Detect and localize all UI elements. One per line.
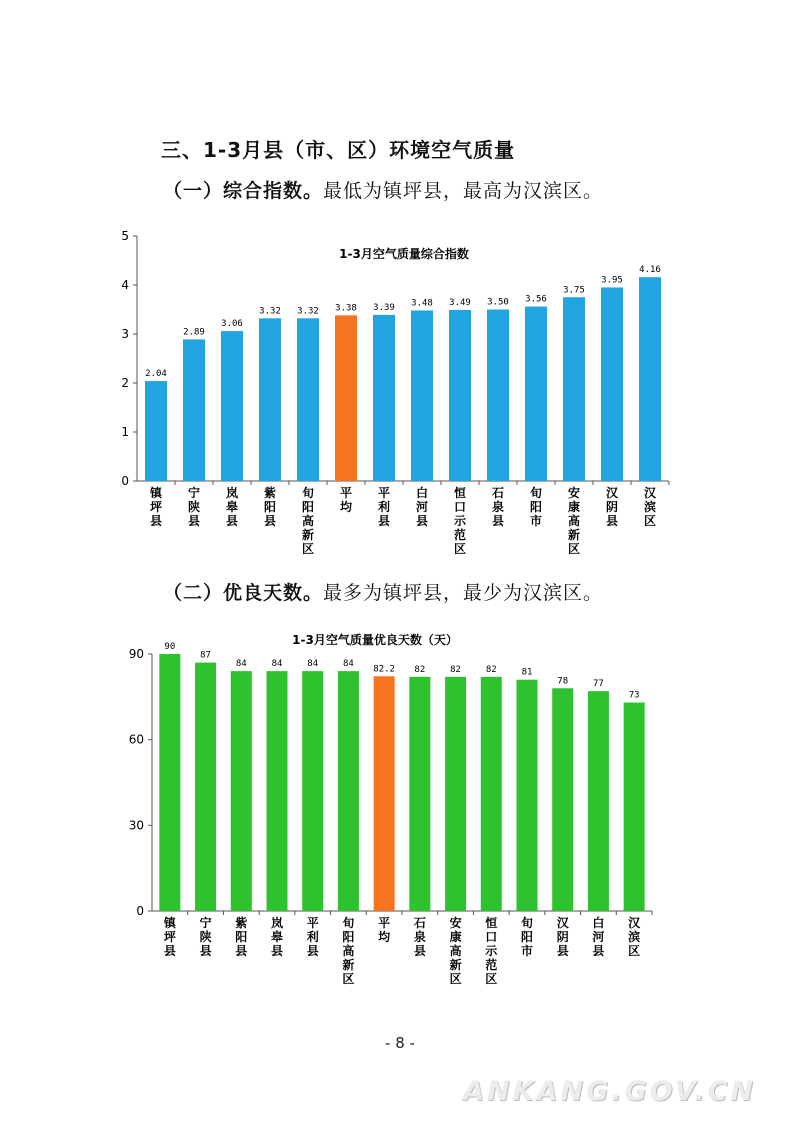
x-tick-label: 石泉县 <box>491 486 505 528</box>
x-tick-label: 岚皋县 <box>270 916 284 958</box>
bar <box>601 287 623 481</box>
bar <box>231 671 252 911</box>
data-label: 78 <box>557 676 569 687</box>
y-tick-label: 30 <box>128 818 144 833</box>
x-tick-label: 旬阳市 <box>520 916 534 958</box>
y-tick-label: 90 <box>128 647 144 661</box>
bar <box>259 318 281 481</box>
x-tick-label: 恒口示范区 <box>485 916 498 986</box>
y-tick-label: 1 <box>121 425 129 439</box>
site-watermark: ANKANG.GOV.CN <box>463 1076 756 1107</box>
x-tick-label: 旬阳高新区 <box>301 486 315 556</box>
x-tick-label: 旬阳市 <box>529 486 543 528</box>
data-label: 3.75 <box>563 285 585 296</box>
x-tick-label: 安康高新区 <box>567 486 581 556</box>
data-label: 73 <box>628 690 640 701</box>
data-label: 3.56 <box>525 294 547 305</box>
paragraph-label: （一）综合指数。 <box>163 180 324 202</box>
chart-title: 1-3月空气质量优良天数（天） <box>292 633 458 647</box>
bar <box>563 297 585 481</box>
x-tick-label: 平均 <box>339 486 353 514</box>
bar <box>445 677 466 911</box>
good-days-chart <box>0 628 800 998</box>
x-tick-label: 白河县 <box>592 916 605 958</box>
x-tick-label: 旬阳高新区 <box>342 916 355 986</box>
bar <box>588 691 609 911</box>
x-tick-label: 岚皋县 <box>225 486 239 528</box>
y-tick-label: 60 <box>128 732 144 747</box>
data-label: 82 <box>414 664 426 675</box>
data-label: 3.06 <box>221 319 243 330</box>
data-label: 4.16 <box>639 265 661 276</box>
bar <box>338 671 359 911</box>
bar <box>302 671 323 911</box>
y-tick-label: 0 <box>121 474 129 488</box>
data-label: 84 <box>343 659 354 670</box>
data-label: 82.2 <box>373 664 395 675</box>
y-tick-label: 4 <box>121 278 129 292</box>
bar <box>183 339 205 481</box>
data-label: 3.49 <box>449 297 471 308</box>
bar <box>335 315 357 481</box>
bar <box>159 654 180 911</box>
bar <box>449 310 471 481</box>
bar <box>145 381 167 481</box>
x-tick-label: 汉阴县 <box>556 916 569 958</box>
section-heading: 三、1-3月县（市、区）环境空气质量 <box>161 138 516 162</box>
bar <box>481 677 502 911</box>
data-label: 87 <box>200 650 211 661</box>
data-label: 3.50 <box>487 297 509 308</box>
data-label: 3.32 <box>297 306 319 317</box>
bar <box>267 671 288 911</box>
bar <box>639 277 661 481</box>
x-tick-label: 宁陕县 <box>187 486 201 528</box>
bar <box>517 680 538 911</box>
bar <box>221 331 243 481</box>
bar <box>525 307 547 481</box>
bar <box>624 703 645 911</box>
x-tick-label: 紫阳县 <box>235 916 248 958</box>
x-tick-label: 紫阳县 <box>263 486 277 528</box>
y-tick-label: 5 <box>121 229 129 243</box>
data-label: 90 <box>164 642 176 652</box>
bar <box>373 315 395 481</box>
bar <box>411 310 433 481</box>
y-tick-label: 2 <box>121 376 129 390</box>
data-label: 84 <box>235 659 247 670</box>
data-label: 81 <box>521 667 533 678</box>
bar <box>195 663 216 911</box>
x-tick-label: 宁陕县 <box>199 916 212 958</box>
paragraph-composite-index <box>163 176 603 203</box>
x-tick-label: 汉滨区 <box>643 486 657 528</box>
data-label: 3.39 <box>373 302 395 313</box>
data-label: 84 <box>271 659 283 670</box>
x-tick-label: 镇坪县 <box>163 916 176 958</box>
bar <box>552 688 573 911</box>
x-tick-label: 平利县 <box>306 916 319 958</box>
x-tick-label: 平均 <box>378 916 391 944</box>
data-label: 84 <box>307 659 319 670</box>
paragraph-label: （二）优良天数。 <box>163 582 324 604</box>
data-label: 3.38 <box>335 303 357 314</box>
data-label: 3.48 <box>411 298 433 309</box>
y-tick-label: 3 <box>121 327 129 341</box>
data-label: 82 <box>450 664 461 675</box>
data-label: 77 <box>593 679 604 690</box>
bar <box>297 318 319 481</box>
chart-title: 1-3月空气质量综合指数 <box>339 247 469 261</box>
x-tick-label: 平利县 <box>377 486 391 528</box>
x-tick-label: 白河县 <box>415 486 429 528</box>
x-tick-label: 镇坪县 <box>149 486 163 528</box>
bar <box>374 676 395 911</box>
data-label: 3.32 <box>259 306 281 317</box>
paragraph-text: 最多为镇坪县，最少为汉滨区。 <box>323 582 604 604</box>
bar <box>409 677 430 911</box>
data-label: 2.89 <box>183 327 205 338</box>
bar <box>487 310 509 482</box>
x-tick-label: 石泉县 <box>413 916 426 958</box>
page-number: - 8 - <box>385 1034 415 1052</box>
composite-index-chart <box>0 226 800 566</box>
data-label: 82 <box>485 664 497 675</box>
paragraph-text: 最低为镇坪县，最高为汉滨区。 <box>323 180 604 202</box>
x-tick-label: 汉滨区 <box>628 916 641 958</box>
paragraph-good-days <box>163 578 603 605</box>
x-tick-label: 恒口示范区 <box>453 486 467 556</box>
data-label: 3.95 <box>601 275 623 286</box>
x-tick-label: 汉阴县 <box>605 486 619 528</box>
x-tick-label: 安康高新区 <box>449 916 462 986</box>
data-label: 2.04 <box>145 369 167 380</box>
y-tick-label: 0 <box>136 904 144 918</box>
